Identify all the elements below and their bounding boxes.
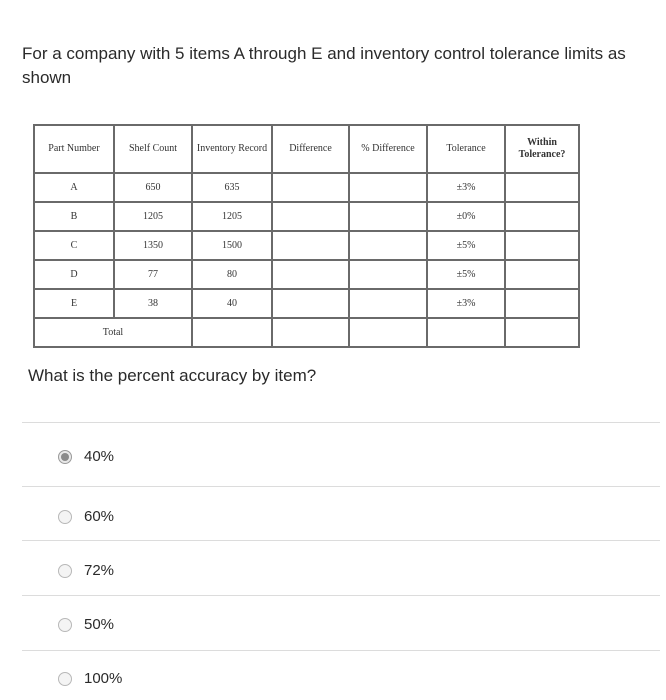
cell-percent-difference xyxy=(349,260,427,289)
divider xyxy=(22,650,660,651)
answer-option-label: 50% xyxy=(84,616,115,633)
cell-difference xyxy=(272,202,349,231)
cell-shelf-count: 1350 xyxy=(114,231,192,260)
divider xyxy=(22,540,660,541)
cell-difference xyxy=(272,289,349,318)
cell-inventory-record: 635 xyxy=(192,173,272,202)
answer-option[interactable] xyxy=(58,616,114,633)
cell-inventory-record: 1500 xyxy=(192,231,272,260)
divider xyxy=(22,595,660,596)
inventory-table-image xyxy=(33,124,580,348)
radio-dot-icon xyxy=(61,453,69,461)
table-row xyxy=(34,173,579,202)
header-percent-difference: % Difference xyxy=(349,125,427,173)
answer-option-label: 72% xyxy=(84,562,115,579)
cell-tolerance: ±3% xyxy=(427,289,505,318)
cell-shelf-count: 650 xyxy=(114,173,192,202)
cell-total-label: Total xyxy=(34,318,192,347)
table-row xyxy=(34,231,579,260)
cell-percent-difference xyxy=(349,289,427,318)
inventory-table xyxy=(33,124,580,348)
cell-empty xyxy=(505,318,579,347)
radio-button[interactable] xyxy=(58,618,72,632)
table-row xyxy=(34,289,579,318)
cell-tolerance: ±5% xyxy=(427,231,505,260)
cell-part: D xyxy=(34,260,114,289)
radio-button[interactable] xyxy=(58,564,72,578)
cell-empty xyxy=(349,318,427,347)
table-row xyxy=(34,260,579,289)
header-inventory-record: Inventory Record xyxy=(192,125,272,173)
cell-empty xyxy=(427,318,505,347)
header-shelf-count: Shelf Count xyxy=(114,125,192,173)
cell-within-tolerance xyxy=(505,231,579,260)
cell-tolerance: ±3% xyxy=(427,173,505,202)
cell-empty xyxy=(272,318,349,347)
answer-option-label: 100% xyxy=(84,670,123,687)
radio-button[interactable] xyxy=(58,672,72,686)
table-total-row xyxy=(34,318,579,347)
radio-button-selected[interactable] xyxy=(58,450,72,464)
cell-within-tolerance xyxy=(505,289,579,318)
cell-within-tolerance xyxy=(505,202,579,231)
cell-tolerance: ±5% xyxy=(427,260,505,289)
divider xyxy=(22,422,660,423)
cell-inventory-record: 80 xyxy=(192,260,272,289)
sub-question: What is the percent accuracy by item? xyxy=(28,366,317,385)
cell-shelf-count: 38 xyxy=(114,289,192,318)
table-header-row xyxy=(34,125,579,173)
cell-inventory-record: 40 xyxy=(192,289,272,318)
header-within-tolerance: Within Tolerance? xyxy=(505,125,579,173)
cell-difference xyxy=(272,260,349,289)
radio-button[interactable] xyxy=(58,510,72,524)
answer-option-label: 40% xyxy=(84,448,115,465)
cell-empty xyxy=(192,318,272,347)
header-part-number: Part Number xyxy=(34,125,114,173)
cell-difference xyxy=(272,231,349,260)
cell-shelf-count: 1205 xyxy=(114,202,192,231)
cell-within-tolerance xyxy=(505,173,579,202)
cell-percent-difference xyxy=(349,202,427,231)
cell-part: C xyxy=(34,231,114,260)
cell-part: B xyxy=(34,202,114,231)
question-prompt: For a company with 5 items A through E and inventory control tolerance limits as shown xyxy=(22,44,626,87)
answer-option[interactable] xyxy=(58,508,114,525)
cell-difference xyxy=(272,173,349,202)
cell-within-tolerance xyxy=(505,260,579,289)
cell-shelf-count: 77 xyxy=(114,260,192,289)
cell-inventory-record: 1205 xyxy=(192,202,272,231)
answer-option[interactable] xyxy=(58,670,122,687)
answer-option-label: 60% xyxy=(84,508,115,525)
cell-percent-difference xyxy=(349,231,427,260)
answer-option[interactable] xyxy=(58,448,114,465)
divider xyxy=(22,486,660,487)
header-tolerance: Tolerance xyxy=(427,125,505,173)
cell-part: E xyxy=(34,289,114,318)
header-difference: Difference xyxy=(272,125,349,173)
cell-tolerance: ±0% xyxy=(427,202,505,231)
answer-option[interactable] xyxy=(58,562,114,579)
cell-percent-difference xyxy=(349,173,427,202)
table-row xyxy=(34,202,579,231)
cell-part: A xyxy=(34,173,114,202)
